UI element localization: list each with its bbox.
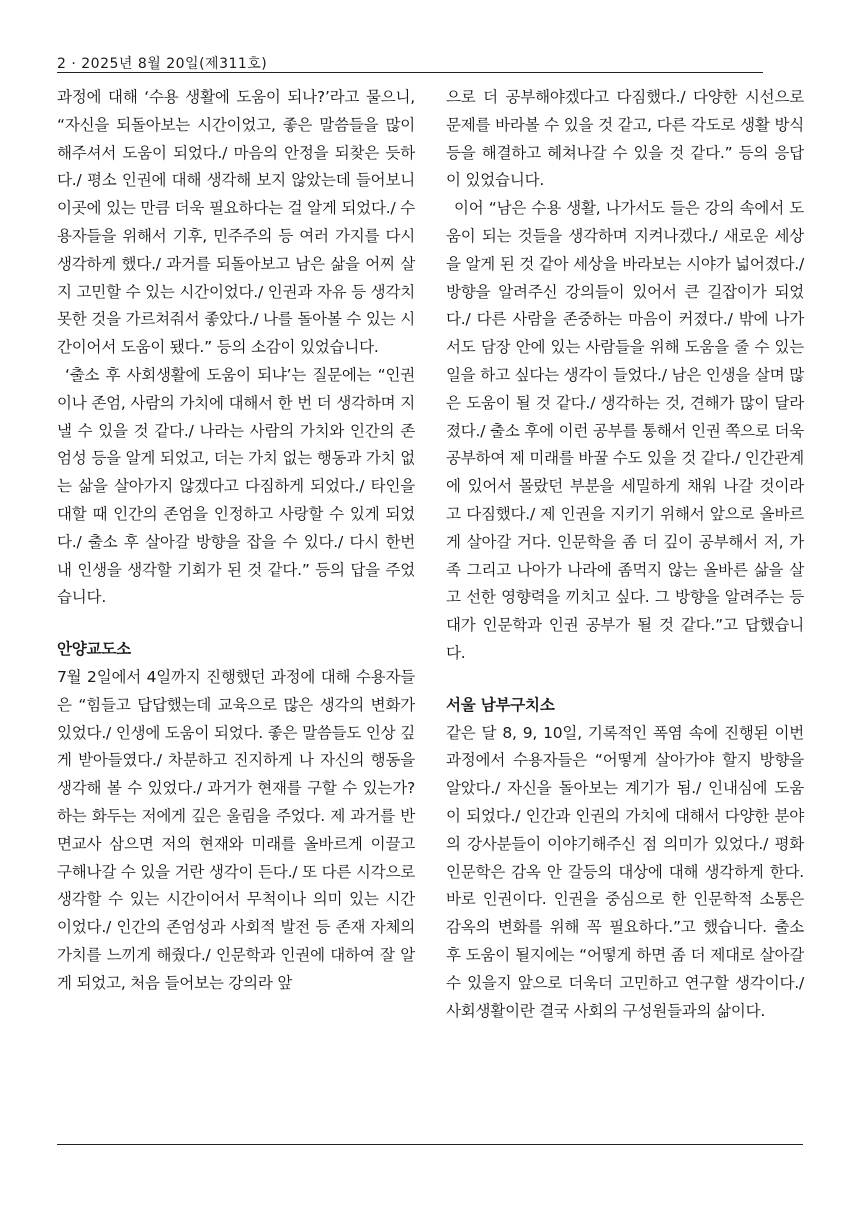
right-paragraph-3: 같은 달 8, 9, 10일, 기록적인 폭염 속에 진행된 이번 과정에서 수용자들은 “어떻게 살아가야 할지 방향을 알았다./ 자신을 돌아보는 계기가 됨./ 인내심에 도움이 되었다./ 인간과 인권의 가치에 대해서 다양한 분야의 강사분들이 이야기해주신 점 의미가 있었다./ 평화인문학은 감옥 안 갈등의 대상에 대해 생각하게 한다. 바로 인권이다. 인권을 중심으로 한 인문학적 소통은 감옥의 변화를 위해 꼭 필요하다.”고 했습니다. 출소 후 도움이 될지에는 “어떻게 하면 좀 더 제대로 살아갈 수 있을지 앞으로 더욱더 고민하고 연구할 생각이다./ 사회생활이란 결국 사회의 구성원들과의 삶이다. [446, 723, 804, 1020]
section-heading-anyang: 안양교도소 [57, 640, 131, 659]
right-paragraph-1: 으로 더 공부해야겠다고 다짐했다./ 다양한 시선으로 문제를 바라볼 수 있을 것 같고, 다른 각도로 생활 방식 등을 해결하고 헤쳐나갈 수 있을 것 같다.” 등의 응답이 있었습니다. [446, 88, 804, 190]
page-header: 2 · 2025년 8월 20일(제311호) [57, 56, 268, 72]
section-heading-seoul-nambu: 서울 남부구치소 [446, 695, 555, 714]
right-column [446, 84, 804, 1025]
left-paragraph-2: ‘출소 후 사회생활에 도움이 되냐’는 질문에는 “인권이나 존엄, 사람의 가치에 대해서 한 번 더 생각하며 지낼 수 있을 것 같다./ 나라는 사람의 가치와 인간의 존엄성 등을 알게 되었고, 더는 가치 없는 행동과 가치 없는 삶을 살아가지 않겠다고 다짐하게 되었다./ 타인을 대할 때 인간의 존엄을 인정하고 사랑할 수 있게 되었다./ 출소 후 살아갈 방향을 잡을 수 있다./ 다시 한번 내 인생을 생각할 기회가 된 것 같다.” 등의 답을 주었습니다. [57, 365, 415, 607]
footer-rule [57, 1144, 803, 1145]
left-paragraph-1: 과정에 대해 ‘수용 생활에 도움이 되나?’라고 물으니, “자신을 되돌아보는 시간이었고, 좋은 말씀들을 많이 해주셔서 도움이 되었다./ 마음의 안정을 되찾은 듯하다./ 평소 인권에 대해 생각해 보지 않았는데 들어보니 이곳에 있는 만큼 더욱 필요하다는 걸 알게 되었다./ 수용자들을 위해서 기후, 민주주의 등 여러 가지를 다시 생각하게 했다./ 과거를 되돌아보고 남은 삶을 어찌 살지 고민할 수 있는 시간이었다./ 인권과 자유 등 생각치 못한 것을 가르쳐줘서 좋았다./ 나를 돌아볼 수 있는 시간이어서 도움이 됐다.” 등의 소감이 있었습니다. [57, 88, 415, 357]
header-rule [57, 72, 763, 73]
right-paragraph-2: 이어 “남은 수용 생활, 나가서도 들은 강의 속에서 도움이 되는 것들을 생각하며 지켜나겠다./ 새로운 세상을 알게 된 것 같아 세상을 바라보는 시야가 넓어졌다./ 방향을 알려주신 강의들이 있어서 큰 길잡이가 되었다./ 다른 사람을 존중하는 마음이 커졌다./ 밖에 나가서도 담장 안에 있는 사람들을 위해 도움을 줄 수 있는 일을 하고 싶다는 생각이 들었다./ 남은 인생을 살며 많은 도움이 될 것 같다./ 생각하는 것, 견해가 많이 달라졌다./ 출소 후에 이런 공부를 통해서 인권 쪽으로 더욱 공부하여 제 미래를 바꿀 수도 있을 것 같다./ 인간관계에 있어서 몰랐던 부분을 세밀하게 채워 나갈 것이라고 다짐했다./ 제 인권을 지키기 위해서 앞으로 올바르게 살아갈 거다. 인문학을 좀 더 깊이 공부해서 저, 가족 그리고 나아가 나라에 좀먹지 않는 올바른 삶을 살고 선한 영향력을 끼치고 싶다. 그 방향을 알려주는 등대가 인문학과 인권 공부가 될 것 같다.”고 답했습니다. [446, 199, 804, 662]
left-paragraph-3: 7월 2일에서 4일까지 진행했던 과정에 대해 수용자들은 “힘들고 답답했는데 교육으로 많은 생각의 변화가 있었다./ 인생에 도움이 되었다. 좋은 말씀들도 인상 깊게 받아들였다./ 차분하고 진지하게 나 자신의 행동을 생각해 볼 수 있었다./ 과거가 현재를 구할 수 있는가? 하는 화두는 저에게 깊은 울림을 주었다. 제 과거를 반면교사 삼으면 저의 현재와 미래를 올바르게 이끌고 구해나갈 수 있을 거란 생각이 든다./ 또 다른 시각으로 생각할 수 있는 시간이어서 무척이나 의미 있는 시간이었다./ 인간의 존엄성과 사회적 발전 등 존재 자체의 가치를 느끼게 해줬다./ 인문학과 인권에 대하여 잘 알게 되었고, 처음 들어보는 강의라 앞 [57, 667, 415, 992]
section-gap [57, 612, 415, 636]
left-column [57, 84, 415, 998]
section-gap [446, 668, 804, 692]
